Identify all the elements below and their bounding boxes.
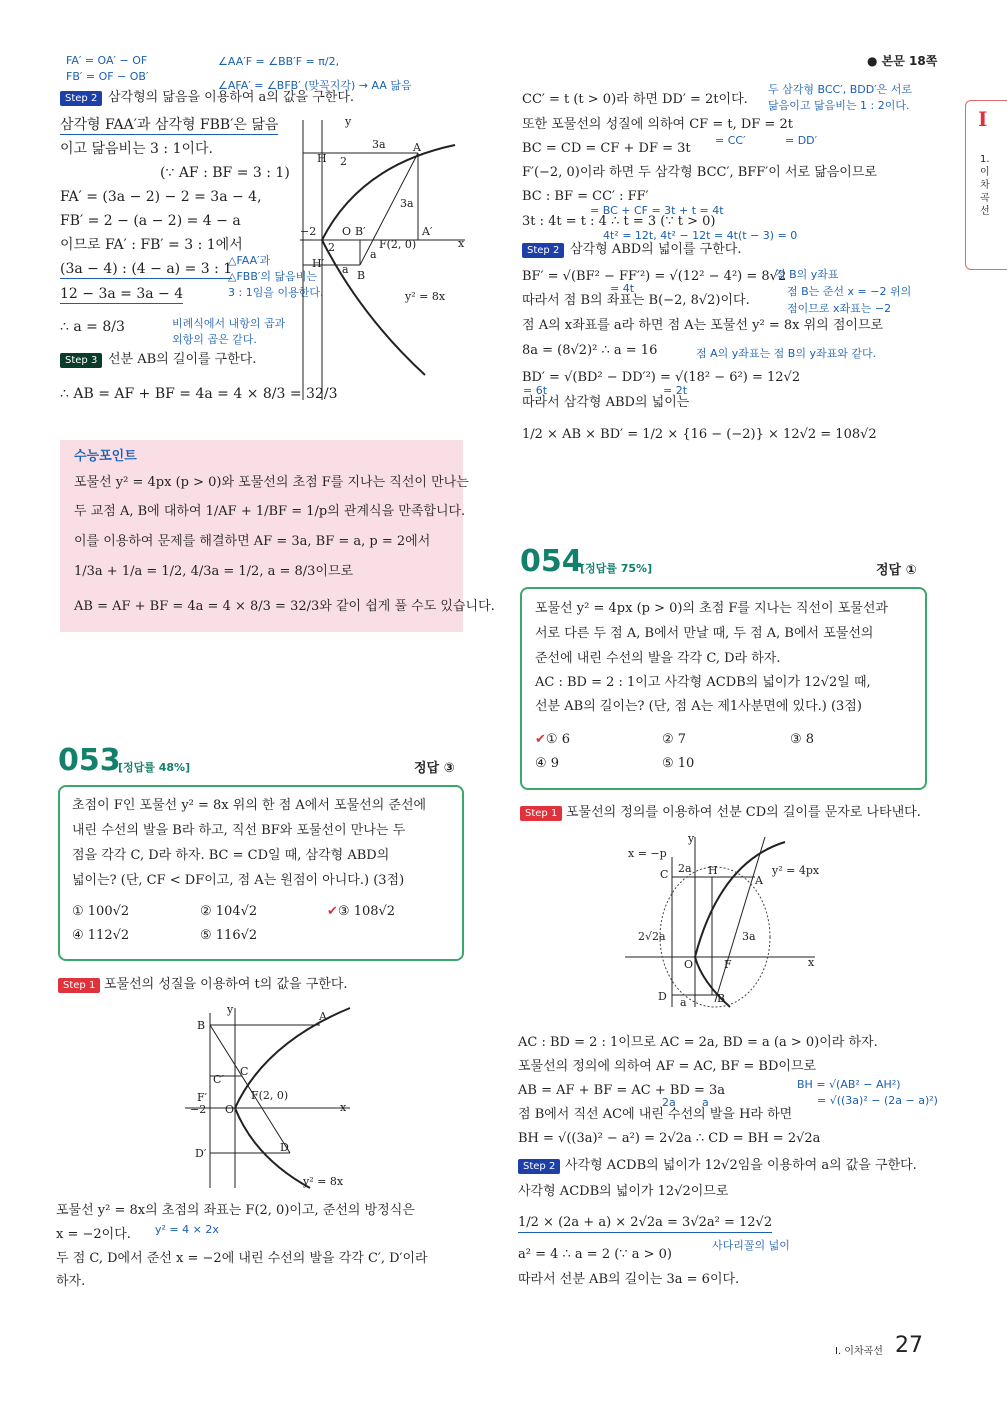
choice-2[interactable]: ② 7 [662, 732, 687, 747]
annotation: 사다리꼴의 넓이 [712, 1239, 790, 1252]
graph-label: −2 [190, 1103, 207, 1116]
graph-label: F(2, 0) [251, 1089, 289, 1102]
choice-3-correct[interactable] [327, 903, 395, 921]
annotation: = 6t [523, 384, 548, 397]
point-label: H [317, 152, 327, 165]
choice-4[interactable]: ④ 9 [535, 756, 560, 771]
question-line: AC : BD = 2 : 1이고 사각형 ACDB의 넓이가 12√2일 때, [535, 675, 871, 690]
chapter-name: 1. 이차곡선 [980, 154, 990, 217]
choice-1[interactable]: ① 100√2 [72, 904, 130, 919]
step-heading: 사각형 ACDB의 넓이가 12√2임을 이용하여 a의 값을 구한다. [565, 1158, 917, 1173]
solution-line: 1/2 × (2a + a) × 2√2a = 3√2a² = 12√2 [518, 1214, 772, 1233]
step-badge: Step 2 [60, 91, 102, 106]
graph-line [715, 837, 765, 1002]
step-heading: 포물선의 성질을 이용하여 t의 값을 구한다. [104, 977, 348, 992]
annotation: BH = √(AB² − AH²) [797, 1078, 901, 1091]
exam-point-title: 수능포인트 [74, 449, 137, 464]
choice-2[interactable]: ② 104√2 [200, 904, 258, 919]
exam-point-line: 이를 이용하여 문제를 해결하면 AF = 3a, BF = a, p = 2에서 [74, 534, 431, 549]
annotation: △FAA′과 [228, 254, 271, 267]
graph-label: H [708, 864, 718, 877]
annotation: = 2t [663, 384, 688, 397]
length-label: 2 [340, 155, 347, 168]
graph-label: y [227, 1003, 234, 1016]
point-label: O [342, 225, 352, 238]
point-label: A [413, 141, 421, 154]
solution-line: 포물선의 정의에 의하여 AF = AC, BF = BD이므로 [518, 1059, 817, 1074]
graph-label: 3a [742, 930, 756, 943]
step-heading: 삼각형 ABD의 넓이를 구한다. [570, 242, 742, 257]
exam-point-line: 포물선 y² = 4px (p > 0)와 포물선의 초점 F를 지나는 직선이 만나는 [74, 475, 469, 490]
solution-line: 1/2 × AB × BD′ = 1/2 × {16 − (−2)} × 12√2 = 108√2 [522, 427, 877, 442]
page-reference: ● 본문 18쪽 [867, 54, 938, 68]
step-badge: Step 3 [60, 353, 102, 368]
solution-line: 사각형 ACDB의 넓이가 12√2이므로 [518, 1184, 729, 1199]
correct-rate: [정답률 48%] [118, 761, 191, 774]
annotation: = DD′ [785, 134, 818, 147]
solution-line: 하자. [56, 1274, 86, 1289]
annotation: ∠AFA′ = ∠BFB′ (맞꼭지각) → AA 닮음 [218, 79, 412, 92]
length-label: a [370, 248, 377, 261]
choice-text: ① 6 [545, 732, 570, 747]
question-line: 점을 각각 C, D라 하자. BC = CD일 때, 삼각형 ABD의 [72, 848, 390, 863]
problem-number: 053 [58, 743, 121, 778]
parabola-graph-1 [300, 115, 470, 405]
annotation: 점 B는 준선 x = −2 위의 [787, 285, 912, 298]
solution-line: F′(−2, 0)이라 하면 두 삼각형 BCC′, BFF′이 서로 닮음이므로 [522, 165, 877, 180]
question-line: 포물선 y² = 4px (p > 0)의 초점 F를 지나는 직선이 포물선과 [535, 601, 888, 616]
graph-label: x [808, 956, 815, 969]
annotation: = CC′ [715, 134, 746, 147]
solution-line: AB = AF + BF = AC + BD = 3a [518, 1083, 726, 1098]
annotation: 외항의 곱은 같다. [172, 333, 257, 346]
step-heading: 포물선의 정의를 이용하여 선분 CD의 길이를 문자로 나타낸다. [566, 805, 921, 820]
parabola-graph-2 [185, 1003, 355, 1193]
annotation: a [702, 1096, 709, 1109]
solution-line: ∴ a = 8/3 [60, 319, 125, 335]
solution-line: 따라서 선분 AB의 길이는 3a = 6이다. [518, 1272, 740, 1287]
choice-1-correct[interactable] [535, 731, 570, 749]
annotation: 점 B의 y좌표 [775, 268, 839, 281]
solution-line: 포물선 y² = 8x의 초점의 좌표는 F(2, 0)이고, 준선의 방정식은 [56, 1203, 415, 1218]
annotation: 두 삼각형 BCC′, BDD′은 서로 [768, 83, 913, 96]
point-label: H′ [312, 257, 325, 270]
solution-line: x = −2이다. [56, 1227, 131, 1242]
length-label: 3a [372, 138, 386, 151]
footer-chapter: Ⅰ. 이차곡선 [835, 1346, 883, 1357]
annotation: 점 A의 y좌표는 점 B의 y좌표와 같다. [696, 347, 877, 360]
question-line: 넓이는? (단, CF < DF이고, 점 A는 원점이 아니다.) (3점) [72, 873, 405, 888]
solution-line: 3t : 4t = t : 4 ∴ t = 3 (∵ t > 0) [522, 214, 716, 229]
graph-label: A [755, 874, 763, 887]
graph-label: B [197, 1019, 206, 1032]
solution-line: CC′ = t (t > 0)라 하면 DD′ = 2t이다. [522, 92, 748, 107]
annotation: ∠AA′F = ∠BB′F = π/2, [218, 55, 340, 68]
point-label: A′ [422, 225, 433, 238]
length-label: a [342, 263, 349, 276]
parabola-curve [322, 145, 455, 375]
check-icon: ✔ [535, 732, 546, 747]
solution-line: BF′ = √(BF² − FF′²) = √(12² − 4²) = 8√2 [522, 269, 787, 284]
curve-label: y² = 8x [405, 290, 446, 303]
graph-label: y [688, 832, 695, 845]
check-icon: ✔ [327, 904, 338, 919]
point-label: B [357, 269, 366, 282]
annotation: = BC + CF = 3t + t = 4t [590, 204, 724, 217]
point-label: B′ [355, 225, 366, 238]
solution-line: 이고 닮음비는 3 : 1이다. [60, 141, 213, 157]
solution-line: 12 − 3a = 3a − 4 [60, 286, 184, 302]
graph-label: C′ [213, 1073, 224, 1086]
axis-label: y [345, 115, 352, 128]
choice-5[interactable]: ⑤ 116√2 [200, 928, 258, 943]
graph-label: F [724, 958, 732, 971]
solution-line: FB′ = 2 − (a − 2) = 4 − a [60, 213, 241, 229]
annotation: 2a [662, 1096, 676, 1109]
solution-line: ∴ AB = AF + BF = 4a = 4 × 8/3 = 32/3 [60, 386, 338, 402]
graph-label: 2a [678, 862, 692, 875]
correct-rate: [정답률 75%] [580, 562, 653, 575]
solution-line: 8a = (8√2)² ∴ a = 16 [522, 343, 658, 358]
solution-line: 점 A의 x좌표를 a라 하면 점 A는 포물선 y² = 8x 위의 점이므로 [522, 318, 884, 333]
exam-point-line: AB = AF + BF = 4a = 4 × 8/3 = 32/3와 같이 쉽게 풀 수도 있습니다. [74, 599, 495, 614]
question-line: 서로 다른 두 점 A, B에서 만날 때, 두 점 A, B에서 포물선의 [535, 626, 874, 641]
step-badge: Step 1 [58, 978, 100, 993]
solution-line: (∵ AF : BF = 3 : 1) [160, 165, 290, 181]
annotation: 닮음이고 닮음비는 1 : 2이다. [768, 99, 910, 112]
solution-line: BH = √((3a)² − a²) = 2√2a ∴ CD = BH = 2√2a [518, 1131, 821, 1146]
graph-label: A [319, 1010, 327, 1023]
parabola-graph-3 [620, 832, 830, 1012]
annotation: = √((3a)² − (2a − a)²) [817, 1094, 938, 1107]
graph-label: O [684, 958, 694, 971]
step-heading: 선분 AB의 길이를 구한다. [108, 352, 257, 367]
choice-3[interactable]: ③ 8 [790, 732, 815, 747]
graph-label: y² = 8x [303, 1175, 344, 1188]
graph-label: x [340, 1101, 347, 1114]
graph-label: F′ [197, 1091, 208, 1104]
graph-label: O [225, 1103, 235, 1116]
graph-label: B [717, 992, 726, 1005]
solution-line: (3a − 4) : (4 − a) = 3 : 1 [60, 261, 233, 277]
chapter-tab[interactable] [965, 100, 1007, 270]
exam-point-line: 두 교점 A, B에 대하여 1/AF + 1/BF = 1/p의 관계식을 만족합니다. [74, 504, 466, 519]
choice-4[interactable]: ④ 112√2 [72, 928, 130, 943]
graph-label: C [660, 868, 669, 881]
answer-label: 정답 ① [876, 563, 917, 578]
graph-label: 2√2a [638, 930, 666, 943]
annotation: 비례식에서 내항의 곱과 [172, 317, 286, 330]
solution-line: 점 B에서 직선 AC에 내린 수선의 발을 H라 하면 [518, 1107, 793, 1122]
annotation: 점이므로 x좌표는 −2 [787, 302, 892, 315]
solution-line: 삼각형 FAA′과 삼각형 FBB′은 닮음 [60, 117, 279, 133]
solution-line: AC : BD = 2 : 1이므로 AC = 2a, BD = a (a > 0)이라 하자. [518, 1035, 878, 1050]
step-badge: Step 2 [518, 1159, 560, 1174]
solution-line: 또한 포물선의 성질에 의하여 CF = t, DF = 2t [522, 117, 793, 132]
problem-number: 054 [520, 544, 583, 579]
solution-line: BC : BF = CC′ : FF′ [522, 189, 649, 204]
step-badge: Step 1 [520, 806, 562, 821]
answer-label: 정답 ③ [414, 761, 455, 776]
choice-5[interactable]: ⑤ 10 [662, 756, 695, 771]
annotation: y² = 4 × 2x [155, 1223, 219, 1236]
question-line: 준선에 내린 수선의 발을 각각 C, D라 하자. [535, 651, 781, 666]
length-label: 2 [328, 241, 335, 254]
question-line: 초점이 F인 포물선 y² = 8x 위의 한 점 A에서 포물선의 준선에 [72, 798, 427, 813]
annotation: FB′ = OF − OB′ [66, 70, 149, 83]
question-line: 내린 수선의 발을 B라 하고, 직선 BF와 포물선이 만나는 두 [72, 823, 406, 838]
solution-line: BC = CD = CF + DF = 3t [522, 141, 691, 156]
step-heading: 삼각형의 닮음을 이용하여 a의 값을 구한다. [108, 90, 355, 105]
solution-line: 두 점 C, D에서 준선 x = −2에 내린 수선의 발을 각각 C′, D′이라 [56, 1251, 428, 1266]
annotation: △FBB′의 닮음비는 [228, 270, 318, 283]
annotation: FA′ = OA′ − OF [66, 54, 148, 67]
graph-label: a [680, 996, 687, 1009]
annotation: = 4t [610, 282, 635, 295]
page-reference-text: 본문 18쪽 [881, 54, 938, 68]
graph-label: C [240, 1065, 249, 1078]
solution-line: 따라서 삼각형 ABD의 넓이는 [522, 395, 690, 410]
page-number: 27 [895, 1333, 923, 1358]
solution-line: 이므로 FA′ : FB′ = 3 : 1에서 [60, 237, 243, 253]
question-line: 선분 AB의 길이는? (단, 점 A는 제1사분면에 있다.) (3점) [535, 699, 862, 714]
tick-label: −2 [300, 225, 317, 238]
graph-label: D [658, 990, 667, 1003]
annotation: 3 : 1임을 이용한다. [228, 286, 324, 299]
solution-line: BD′ = √(BD² − DD′²) = √(18² − 6²) = 12√2 [522, 370, 801, 385]
solution-line: FA′ = (3a − 2) − 2 = 3a − 4, [60, 189, 262, 205]
length-label: 3a [400, 197, 414, 210]
solution-line: 따라서 점 B의 좌표는 B(−2, 8√2)이다. [522, 293, 750, 308]
annotation: 4t² = 12t, 4t² − 12t = 4t(t − 3) = 0 [603, 229, 798, 242]
solution-line: a² = 4 ∴ a = 2 (∵ a > 0) [518, 1247, 672, 1262]
exam-point-line: 1/3a + 1/a = 1/2, 4/3a = 1/2, a = 8/3이므로 [74, 564, 354, 579]
choice-text: ③ 108√2 [337, 904, 396, 919]
chapter-roman: I [978, 107, 988, 131]
graph-label: y² = 4px [772, 864, 820, 877]
step-badge: Step 2 [522, 243, 564, 258]
axis-label: x [458, 237, 465, 250]
graph-label: D [280, 1141, 289, 1154]
graph-label: D′ [195, 1147, 207, 1160]
graph-label: x = −p [628, 847, 667, 860]
point-label: F(2, 0) [379, 238, 417, 251]
